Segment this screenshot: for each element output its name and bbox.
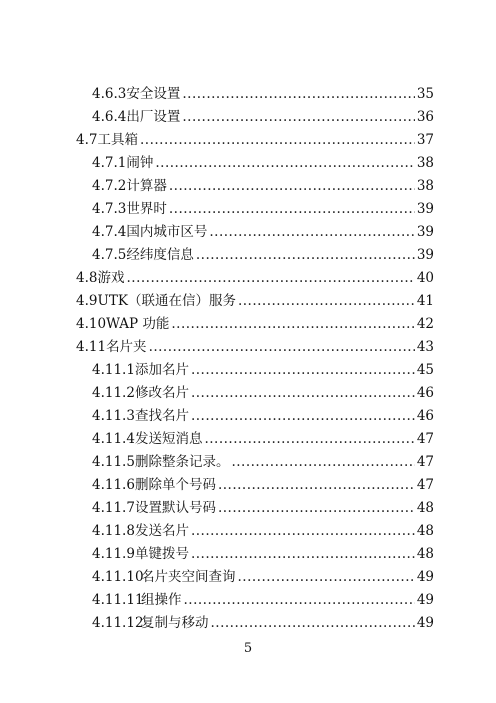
toc-entry[interactable] <box>92 430 434 448</box>
toc-dot-leader <box>191 522 415 540</box>
toc-dot-leader <box>191 361 415 379</box>
toc-entry-page: 48 <box>416 546 434 562</box>
toc-entry-page: 39 <box>416 201 434 217</box>
toc-entry-page: 43 <box>416 339 434 355</box>
toc-dot-leader <box>191 545 415 563</box>
toc-entry-title: 名片夹空间查询 <box>141 569 236 585</box>
toc-entry-page: 38 <box>416 155 434 171</box>
toc-dot-leader <box>218 499 415 517</box>
toc-entry-number: 4.6.4 <box>92 109 127 125</box>
toc-entry[interactable] <box>92 177 434 195</box>
toc-entry-number: 4.11.10 <box>92 569 144 585</box>
toc-entry-number: 4.11.1 <box>92 362 135 378</box>
toc-entry-title: 闹钟 <box>126 155 154 171</box>
toc-entry-page: 41 <box>416 293 434 309</box>
toc-entry[interactable] <box>92 614 434 632</box>
toc-entry-number: 4.11.3 <box>92 408 135 424</box>
toc-dot-leader <box>155 154 414 172</box>
toc-entry[interactable] <box>76 269 434 287</box>
toc-dot-leader <box>182 85 414 103</box>
toc-entry-page: 47 <box>416 454 434 470</box>
toc-entry-title: 单键拨号 <box>134 546 189 562</box>
toc-entry-number: 4.11.8 <box>92 523 135 539</box>
toc-entry-title: 修改名片 <box>134 385 189 401</box>
toc-entry-number: 4.7.4 <box>92 224 127 240</box>
toc-entry[interactable] <box>92 223 434 241</box>
toc-entry[interactable] <box>92 407 434 425</box>
toc-dot-leader <box>191 407 415 425</box>
toc-entry-number: 4.10 <box>76 316 107 332</box>
toc-entry-title: 添加名片 <box>134 362 189 378</box>
toc-entry-page: 47 <box>416 431 434 447</box>
toc-entry-page: 48 <box>416 523 434 539</box>
toc-entry-page: 36 <box>416 109 434 125</box>
toc-dot-leader <box>238 292 415 310</box>
toc-dot-leader <box>171 315 414 333</box>
toc-entry-title: 游戏 <box>97 270 125 286</box>
toc-entry-title: 国内城市区号 <box>126 224 208 240</box>
toc-entry-page: 42 <box>416 316 434 332</box>
toc-entry-page: 45 <box>416 362 434 378</box>
toc-dot-leader <box>126 269 414 287</box>
toc-entry-number: 4.7.5 <box>92 247 127 263</box>
toc-entry-page: 46 <box>416 385 434 401</box>
toc-entry-title: 查找名片 <box>134 408 189 424</box>
toc-entry[interactable] <box>92 476 434 494</box>
toc-entry-title: 复制与移动 <box>141 615 209 631</box>
toc-entry-title: 名片夹 <box>106 339 147 355</box>
toc-entry-title: 工具箱 <box>97 132 138 148</box>
toc-entry-number: 4.11.9 <box>92 546 135 562</box>
toc-entry-page: 39 <box>416 247 434 263</box>
toc-entry[interactable] <box>92 154 434 172</box>
toc-entry-title: 发送名片 <box>134 523 189 539</box>
toc-entry-title: 安全设置 <box>126 86 181 102</box>
toc-dot-leader <box>169 200 415 218</box>
toc-entry-number: 4.11.7 <box>92 500 135 516</box>
toc-entry[interactable] <box>76 131 434 149</box>
toc-entry[interactable] <box>92 108 434 126</box>
toc-entry-page: 48 <box>416 500 434 516</box>
toc-entry-title: 经纬度信息 <box>126 247 194 263</box>
toc-entry-title: 设置默认号码 <box>134 500 216 516</box>
toc-entry-page: 47 <box>416 477 434 493</box>
toc-dot-leader <box>149 338 415 356</box>
toc-entry-title: WAP 功能 <box>106 316 170 332</box>
toc-entry-number: 4.7.3 <box>92 201 127 217</box>
toc-entry[interactable] <box>92 384 434 402</box>
toc-entry-number: 4.8 <box>76 270 98 286</box>
toc-entry[interactable] <box>92 453 434 471</box>
toc-dot-leader <box>196 246 415 264</box>
toc-entry-title: UTK（联通在信）服务 <box>97 293 236 309</box>
toc-entry-title: 发送短消息 <box>134 431 203 447</box>
toc-entry[interactable] <box>76 292 434 310</box>
toc-entry[interactable] <box>92 85 434 103</box>
toc-entry-number: 4.7.1 <box>92 155 127 171</box>
toc-entry-page: 49 <box>416 569 434 585</box>
toc-entry[interactable] <box>92 499 434 517</box>
toc-dot-leader <box>140 131 415 149</box>
toc-entry-page: 49 <box>416 592 434 608</box>
toc-entry-title: 计算器 <box>126 178 167 194</box>
toc-entry[interactable] <box>92 361 434 379</box>
toc-entry[interactable] <box>92 522 434 540</box>
toc-entry-title: 出厂设置 <box>126 109 181 125</box>
toc-dot-leader <box>218 476 415 494</box>
toc-entry[interactable] <box>76 338 434 356</box>
toc-entry-number: 4.9 <box>76 293 98 309</box>
toc-dot-leader <box>182 108 414 126</box>
toc-dot-leader <box>211 614 415 632</box>
toc-entry-number: 4.11.6 <box>92 477 135 493</box>
toc-entry[interactable] <box>92 591 434 609</box>
toc-dot-leader <box>191 384 415 402</box>
toc-entry-page: 40 <box>416 270 434 286</box>
toc-entry-number: 4.11.2 <box>92 385 135 401</box>
toc-dot-leader <box>184 591 415 609</box>
toc-entry[interactable] <box>76 315 434 333</box>
toc-dot-leader <box>209 223 414 241</box>
toc-entry-title: 世界时 <box>126 201 167 217</box>
toc-entry-page: 46 <box>416 408 434 424</box>
toc-entry-number: 4.7 <box>76 132 98 148</box>
toc-entry-number: 4.7.2 <box>92 178 127 194</box>
toc-entry-title: 删除单个号码 <box>134 477 216 493</box>
toc-entry-page: 38 <box>416 178 434 194</box>
toc-entry-page: 39 <box>416 224 434 240</box>
toc-entry-title: 组操作 <box>141 592 182 608</box>
toc-entry-number: 4.11.4 <box>92 431 135 447</box>
toc-entry[interactable] <box>92 246 434 264</box>
toc-entry-title: 删除整条记录。 <box>134 454 230 470</box>
toc-entry-number: 4.11.12 <box>92 615 144 631</box>
toc-entry-number: 4.6.3 <box>92 86 127 102</box>
toc-dot-leader <box>238 568 415 586</box>
toc-dot-leader <box>169 177 415 195</box>
toc-entry-number: 4.11.5 <box>92 454 135 470</box>
toc-entry-page: 35 <box>416 86 434 102</box>
toc-entry-page: 37 <box>416 132 434 148</box>
toc-entry-number: 4.11.11 <box>92 592 144 608</box>
toc-entry-number: 4.11 <box>76 339 107 355</box>
toc-entry[interactable] <box>92 568 434 586</box>
page-number: 5 <box>243 641 253 656</box>
toc-dot-leader <box>204 430 414 448</box>
toc-dot-leader <box>231 453 414 471</box>
toc-entry[interactable] <box>92 200 434 218</box>
toc-entry[interactable] <box>92 545 434 563</box>
toc-entry-page: 49 <box>416 615 434 631</box>
